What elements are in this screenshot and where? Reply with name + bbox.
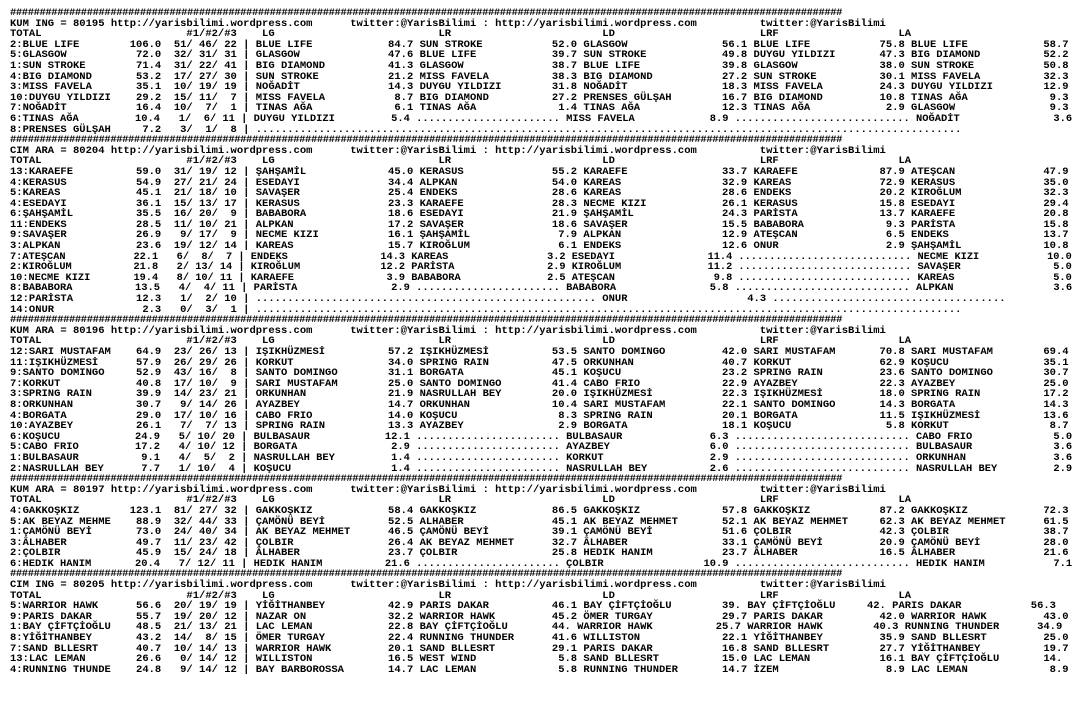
text-line: 11:IŞIKHÜZMESİ 57.9 26/ 29/ 26 | KORKUT 34.0 SPRING RAIN 47.5 ORKUNHAN 40.7 KORKUT 62.9 KOŞUCU 35.1 [10, 356, 1069, 369]
text-line: 7:KORKUT 40.8 17/ 10/ 9 | SARI MUSTAFAM 25.0 SANTO DOMINGO 41.4 CABO FRIO 22.9 AYAZBEY 22.3 AYAZBEY 25.0 [10, 377, 1069, 390]
text-line: 6:TINAS AĞA 10.4 1/ 6/ 11 | DUYGU YILDIZI 5.4 ....................... MISS FAVELA 8.9 ............................ NOĞADİT 3.6 [10, 112, 1073, 125]
text-line: 6:KOŞUCU 24.9 5/ 10/ 20 | BULBASAUR 12.1 ....................... BULBASAUR 6.3 ............................ CABO FRIO 5.0 [10, 430, 1073, 443]
text-line: 4:BIG DIAMOND 53.2 17/ 27/ 30 | SUN STROKE 21.2 MISS FAVELA 38.3 BIG DIAMOND 27.2 SUN STROKE 30.1 MISS FAVELA 32.3 [10, 70, 1069, 83]
text-line: 9:SANTO DOMINGO 52.9 43/ 16/ 8 | SANTO DOMINGO 31.1 BORGATA 45.1 KOŞUCU 23.2 SPRING RAIN 23.6 SANTO DOMINGO 30.7 [10, 367, 1069, 380]
separator-line: ############################################################################################################################################# [10, 314, 843, 327]
text-line: 1:BULBASAUR 9.1 4/ 5/ 2 | NASRULLAH BEY 1.4 ....................... KORKUT 2.9 ............................ ORKUNHAN 3.6 [10, 451, 1073, 464]
text-line: 8:YİĞİTHANBEY 43.2 14/ 8/ 15 | ÖMER TURGAY 22.4 RUNNING THUNDER 41.6 WILLISTON 22.1 YİĞİTHANBEY 35.9 SAND BLLESRT 25.0 [10, 632, 1069, 645]
text-line: 4:BORGATA 29.0 17/ 10/ 16 | CABO FRIO 14.0 KOŞUCU 8.3 SPRING RAIN 20.1 BORGATA 11.5 IŞIKHÜZMESİ 13.6 [10, 409, 1069, 422]
text-line: 1:BAY ÇİFTÇİOĞLU 48.5 21/ 13/ 21 | LAC LEMAN 22.8 BAY ÇİFTÇİOĞLU 44. WARRIOR HAWK 25.7 WARRIOR HAWK 40.3 RUNNING THUNDER 34.9 [10, 621, 1063, 634]
text-line: 4:ESEDAYI 36.1 15/ 13/ 17 | KERASUS 23.3 KARAEFE 28.3 NECME KIZI 26.1 KERASUS 15.8 ESEDAYI 29.4 [10, 197, 1069, 210]
text-line: 13:KARAEFE 59.0 31/ 19/ 12 | ŞAHŞAMİL 45.0 KERASUS 55.2 KARAEFE 33.7 KARAEFE 87.9 ATEŞCAN 47.9 [10, 165, 1069, 178]
text-line: TOTAL #1/#2/#3 LG LR LD LRF LA [10, 335, 912, 348]
text-line: TOTAL #1/#2/#3 LG LR LD LRF LA [10, 155, 912, 168]
text-line: 10:DUYGU YILDIZI 29.2 15/ 11/ 7 | MISS FAVELA 8.7 BIG DIAMOND 27.2 PRENSES GÜLŞAH 16.7 BIG DIAMOND 10.8 TINAS AĞA 9.3 [10, 91, 1069, 104]
text-line: 11:ENDEKS 28.5 11/ 10/ 21 | ALPKAN 17.2 SAVAŞER 18.6 SAVAŞER 15.5 BABABORA 9.3 PARİSTA 15.8 [10, 218, 1069, 231]
text-line: TOTAL #1/#2/#3 LG LR LD LRF LA [10, 589, 912, 602]
text-line: 4:RUNNING THUNDE 24.8 9/ 14/ 12 | BAY BARBOROSSA 14.7 LAC LEMAN 5.8 RUNNING THUNDER 14.7 İZEM 8.9 LAC LEMAN 8.9 [10, 663, 1069, 676]
text-line: 10:AYAZBEY 26.1 7/ 7/ 13 | SPRING RAIN 13.3 AYAZBEY 2.9 BORGATA 18.1 KOŞUCU 5.8 KORKUT 8.7 [10, 420, 1069, 433]
text-line: 5:KAREAS 45.1 21/ 18/ 10 | SAVAŞER 25.4 ENDEKS 28.6 KAREAS 28.6 ENDEKS 20.2 KIROĞLUM 32.3 [10, 187, 1069, 200]
text-line: 4:GAKKOŞKIZ 123.1 81/ 27/ 32 | GAKKOŞKIZ 58.4 GAKKOŞKIZ 86.5 GAKKOŞKIZ 57.8 GAKKOŞKIZ 87.2 GAKKOŞKIZ 72.3 [10, 504, 1069, 517]
text-line: 12:PARİSTA 12.3 1/ 2/ 10 | ...................................................... ONUR 4.3 ..................................... [10, 293, 1006, 306]
text-line: TOTAL #1/#2/#3 LG LR LD LRF LA [10, 494, 912, 507]
text-line: KUM ARA = 80197 http://yarisbilimi.wordpress.com twitter:@YarisBilimi : http://yarisbilimi.wordpress.com twitter:@YarisBilimi [10, 483, 886, 496]
text-line: CIM ARA = 80204 http://yarisbilimi.wordpress.com twitter:@YarisBilimi : http://yarisbilimi.wordpress.com twitter:@YarisBilimi [10, 144, 886, 157]
separator-line: ############################################################################################################################################# [10, 7, 843, 19]
results-document [10, 8, 1072, 675]
text-line: 3:ALPKAN 23.6 19/ 12/ 14 | KAREAS 15.7 KIROĞLUM 6.1 ENDEKS 12.6 ONUR 2.9 ŞAHŞAMİL 10.8 [10, 240, 1069, 253]
text-line: KUM ARA = 80196 http://yarisbilimi.wordpress.com twitter:@YarisBilimi : http://yarisbilimi.wordpress.com twitter:@YarisBilimi [10, 324, 886, 337]
text-line: 1:SUN STROKE 71.4 31/ 22/ 41 | BIG DIAMOND 41.3 GLASGOW 38.7 BLUE LIFE 39.8 GLASGOW 38.0 SUN STROKE 50.8 [10, 59, 1069, 72]
text-line: CIM ING = 80205 http://yarisbilimi.wordpress.com twitter:@YarisBilimi : http://yarisbilimi.wordpress.com twitter:@YarisBilimi [10, 579, 886, 592]
text-line: TOTAL #1/#2/#3 LG LR LD LRF LA [10, 28, 912, 41]
text-line: 1:ÇAMÖNÜ BEYİ 73.0 24/ 40/ 34 | AK BEYAZ MEHMET 46.5 ÇAMÖNÜ BEYİ 39.1 ÇAMÖNÜ BEYİ 51.6 ÇOLBIR 42.3 ÇOLBIR 38.7 [10, 526, 1069, 539]
text-line: 7:NOĞADİT 16.4 10/ 7/ 1 | TINAS AĞA 6.1 TINAS AĞA 1.4 TINAS AĞA 12.3 TINAS AĞA 2.9 GLASGOW 9.3 [10, 102, 1069, 115]
text-line: 12:SARI MUSTAFAM 64.9 23/ 26/ 13 | IŞIKHÜZMESİ 57.2 IŞIKHÜZMESİ 53.5 SANTO DOMINGO 42.0 SARI MUSTAFAM 70.8 SARI MUSTAFAM 69.4 [10, 346, 1069, 358]
text-line: 5:AK BEYAZ MEHME 88.9 32/ 44/ 33 | ÇAMÖNÜ BEYİ 52.5 ALHABER 45.1 AK BEYAZ MEHMET 52.1 AK BEYAZ MEHMET 62.3 AK BEYAZ MEHMET 61.5 [10, 515, 1069, 528]
text-line: 3:ÂLHABER 49.7 11/ 23/ 42 | ÇOLBIR 26.4 AK BEYAZ MEHMET 32.7 ÂLHABER 33.1 ÇAMÖNÜ BEYİ 20.9 ÇAMÖNÜ BEYİ 28.0 [10, 536, 1069, 549]
text-line: 9:SAVAŞER 26.9 9/ 17/ 9 | NECME KIZI 16.1 ŞAHŞAMİL 7.9 ALPKAN 12.9 ATEŞCAN 6.5 ENDEKS 13.7 [10, 229, 1069, 242]
separator-line: ############################################################################################################################################# [10, 568, 843, 581]
text-line: 5:GLASGOW 72.0 32/ 31/ 31 | GLASGOW 47.6 BLUE LIFE 39.7 SUN STROKE 49.8 DUYGU YILDIZI 47.3 BIG DIAMOND 52.2 [10, 49, 1069, 62]
text-line: 7:SAND BLLESRT 40.7 10/ 14/ 13 | WARRIOR HAWK 20.1 SAND BLLESRT 29.1 PARIS DAKAR 16.8 SAND BLLESRT 27.7 YİĞİTHANBEY 19.7 [10, 642, 1069, 655]
text-line: 2:KIROĞLUM 21.8 2/ 13/ 14 | KIROĞLUM 12.2 PARİSTA 2.9 KIROĞLUM 11.2 ............................ SAVAŞER 5.0 [10, 261, 1072, 274]
text-line: 2:ÇOLBIR 45.9 15/ 24/ 18 | ÂLHABER 23.7 ÇOLBIR 25.8 HEDIK HANIM 23.7 ÂLHABER 16.5 ÂLHABER 21.6 [10, 547, 1069, 560]
text-line: 8:PRENSES GÜLŞAH 7.2 3/ 1/ 8 | ................................................................................................................ [10, 123, 962, 136]
text-line: 3:SPRING RAIN 39.9 14/ 23/ 21 | ORKUNHAN 21.9 NASRULLAH BEY 20.0 IŞIKHÜZMESİ 22.3 IŞIKHÜZMESİ 18.0 SPRING RAIN 17.2 [10, 388, 1069, 401]
text-line: 3:MISS FAVELA 35.1 10/ 19/ 19 | NOĞADİT 14.3 DUYGU YILDIZI 31.8 NOĞADİT 18.3 MISS FAVELA 24.3 DUYGU YILDIZI 12.9 [10, 81, 1069, 94]
text-line: 5:WARRIOR HAWK 56.6 20/ 19/ 19 | YİĞİTHANBEY 42.9 PARIS DAKAR 46.1 BAY ÇİFTÇİOĞLU 39. BAY ÇİFTÇİOĞLU 42. PARIS DAKAR 56.3 [10, 600, 1056, 613]
text-line: 5:CABO FRIO 17.2 4/ 10/ 12 | BORGATA 2.9 ....................... AYAZBEY 6.0 ............................ BULBASAUR 3.6 [10, 441, 1073, 454]
text-line: 6:HEDIK HANIM 20.4 7/ 12/ 11 | HEDIK HANIM 21.6 ....................... ÇOLBIR 10.9 ............................ HEDIK HANIM 7.1 [10, 557, 1073, 570]
text-line: 10:NECME KIZI 19.4 8/ 10/ 11 | KARAEFE 3.9 BABABORA 2.5 ATEŞCAN 9.8 ............................ KAREAS 5.0 [10, 271, 1072, 284]
text-line: 4:KERASUS 54.9 27/ 21/ 24 | ESEDAYI 34.4 ALPKAN 54.0 KAREAS 32.9 KAREAS 72.9 KERASUS 35.0 [10, 176, 1069, 189]
text-line: 8:BABABORA 13.5 4/ 4/ 11 | PARİSTA 2.9 ....................... BABABORA 5.8 ............................ ALPKAN 3.6 [10, 282, 1073, 295]
text-line: 14:ONUR 2.3 0/ 3/ 1 | ................................................................................................................ [10, 303, 962, 316]
separator-line: ############################################################################################################################################# [10, 473, 843, 486]
text-line: KUM ING = 80195 http://yarisbilimi.wordpress.com twitter:@YarisBilimi : http://yarisbilimi.wordpress.com twitter:@YarisBilimi [10, 17, 886, 30]
text-line: 7:ATEŞCAN 22.1 6/ 8/ 7 | ENDEKS 14.3 KAREAS 3.2 ESEDAYI 11.4 ............................ NECME KIZI 10.0 [10, 250, 1072, 263]
separator-line: ############################################################################################################################################# [10, 134, 843, 147]
text-line: 13:LAC LEMAN 26.6 0/ 14/ 12 | WILLISTON 16.5 WEST WIND 5.8 SAND BLLESRT 15.0 LAC LEMAN 16.1 BAY ÇİFTÇİOĞLU 14. [10, 653, 1063, 666]
text-line: 2:NASRULLAH BEY 7.7 1/ 10/ 4 | KOŞUCU 1.4 ....................... NASRULLAH BEY 2.6 ............................ NASRULLAH BEY 2.9 [10, 462, 1073, 475]
text-line: 9:PARIS DAKAR 55.7 19/ 20/ 12 | NAZAR ON 32.2 WARRIOR HAWK 45.2 ÖMER TURGAY 29.7 PARIS DAKAR 42.0 WARRIOR HAWK 43.0 [10, 610, 1069, 623]
text-line: 2:BLUE LIFE 106.0 51/ 46/ 22 | BLUE LIFE 84.7 SUN STROKE 52.0 GLASGOW 56.1 BLUE LIFE 75.8 BLUE LIFE 58.7 [10, 38, 1069, 51]
text-line: 6:ŞAHŞAMİL 35.5 16/ 20/ 9 | BABABORA 18.6 ESEDAYI 21.9 ŞAHŞAMİL 24.3 PARİSTA 13.7 KARAEFE 20.8 [10, 208, 1069, 221]
text-line: 8:ORKUNHAN 30.7 9/ 14/ 26 | AYAZBEY 14.7 ORKUNHAN 10.4 SARI MUSTAFAM 22.1 SANTO DOMINGO 14.3 BORGATA 14.3 [10, 398, 1069, 411]
